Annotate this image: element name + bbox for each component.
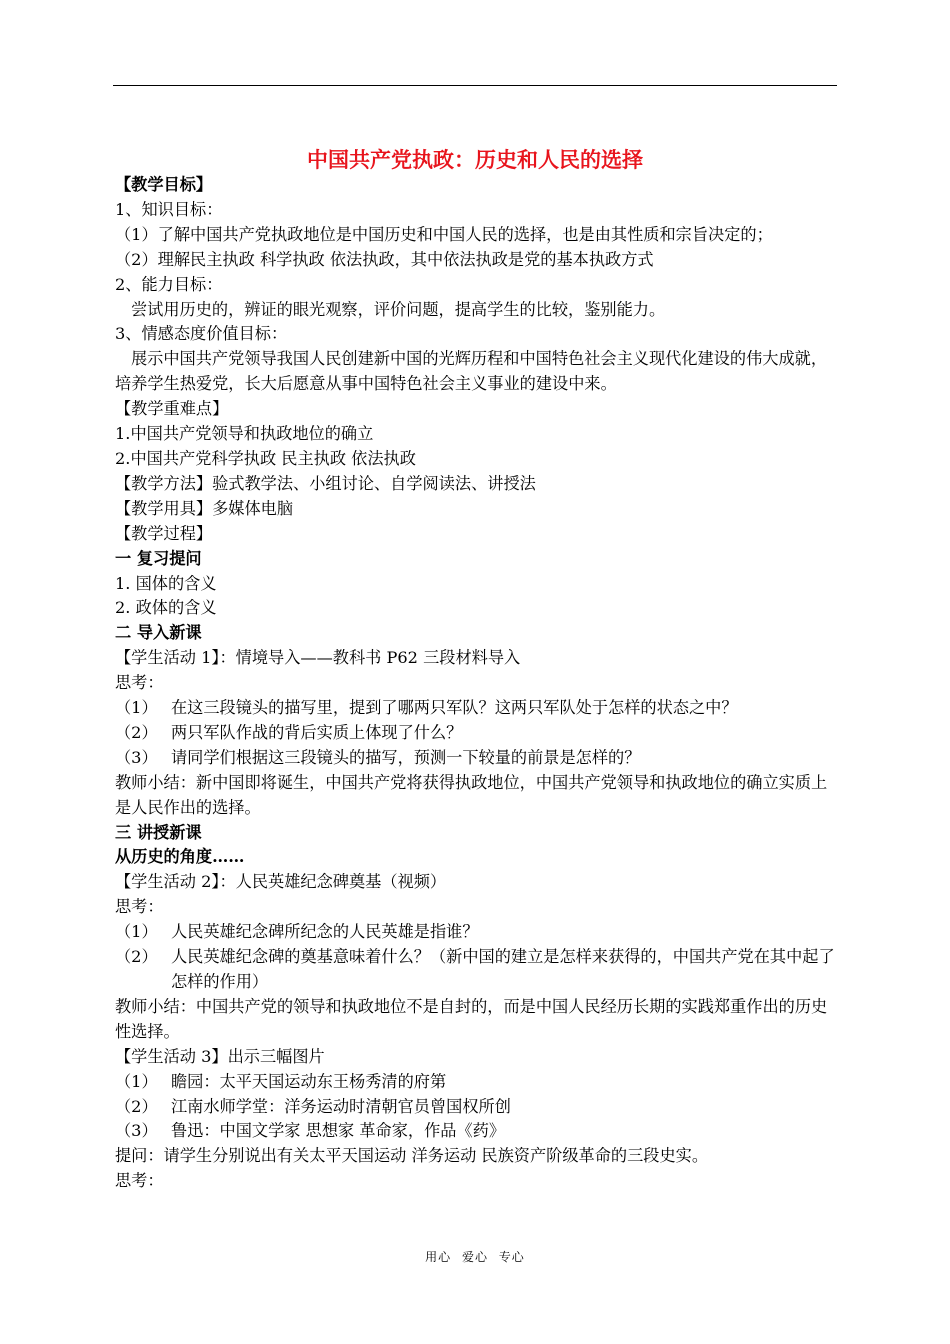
picture-caption: 瞻园：太平天国运动东王杨秀清的府第	[171, 1071, 447, 1091]
header-rule	[113, 85, 837, 86]
question-item	[115, 746, 837, 771]
section-heading-objectives: 【教学目标】	[115, 175, 213, 194]
question-item	[115, 721, 837, 746]
question-number: （3）	[115, 747, 158, 767]
teacher-summary-2: 教师小结：中国共产党的领导和执政地位不是自封的，而是中国人民经历长期的实践郑重作出的历史性选择。	[115, 996, 828, 1041]
part-two-heading: 二 导入新课	[115, 623, 202, 643]
picture-caption: 江南水师学堂：洋务运动时清朝官员曾国权所创	[171, 1096, 511, 1116]
teaching-tools: 【教学用具】多媒体电脑	[115, 498, 294, 518]
section-heading-process: 【教学过程】	[115, 523, 213, 543]
picture-item	[115, 1070, 837, 1095]
think-label-3: 思考：	[115, 1171, 164, 1191]
question-item	[115, 920, 837, 945]
picture-item	[115, 1095, 837, 1120]
ability-objective-text: 尝试用历史的，辨证的眼光观察，评价问题，提高学生的比较，鉴别能力。	[131, 299, 666, 319]
student-activity-1: 【学生活动 1】：情境导入——教科书 P62 三段材料导入	[115, 648, 521, 668]
picture-number: （3）	[115, 1121, 158, 1141]
document-body	[115, 173, 837, 1194]
question-number: （1）	[115, 922, 158, 942]
think-label-2: 思考：	[115, 897, 164, 917]
question-text: 请同学们根据这三段镜头的描写，预测一下较量的前景是怎样的？	[171, 747, 641, 767]
knowledge-objective-heading: 1、知识目标：	[115, 199, 223, 219]
key-point-1: 1.中国共产党领导和执政地位的确立	[115, 424, 374, 444]
teacher-summary-1: 教师小结：新中国即将诞生，中国共产党将获得执政地位，中国共产党领导和执政地位的确立实质上是人民作出的选择。	[115, 772, 828, 817]
document-title: 中国共产党执政：历史和人民的选择	[307, 147, 643, 172]
question-number: （1）	[115, 698, 158, 718]
part-three-heading: 三 讲授新课	[115, 822, 202, 842]
question-prompt: 提问：请学生分别说出有关太平天国运动 洋务运动 民族资产阶级革命的三段史实。	[115, 1146, 709, 1166]
question-text: 两只军队作战的背后实质上体现了什么？	[171, 722, 463, 742]
emotion-objective-heading: 3、情感态度价值目标：	[115, 324, 288, 344]
student-activity-3: 【学生活动 3】出示三幅图片	[115, 1046, 325, 1066]
picture-number: （2）	[115, 1096, 158, 1116]
section-heading-key-points: 【教学重难点】	[115, 399, 229, 419]
think-label-1: 思考：	[115, 673, 164, 693]
question-number: （2）	[115, 722, 158, 742]
ability-objective-heading: 2、能力目标：	[115, 274, 223, 294]
question-text: 人民英雄纪念碑的奠基意味着什么？（新中国的建立是怎样来获得的，中国共产党在其中起了怎样的作用）	[171, 947, 835, 991]
emotion-objective-text: 展示中国共产党领导我国人民创建新中国的光辉历程和中国特色社会主义现代化建设的伟大成就，培养学生热爱党，长大后愿意从事中国特色社会主义事业的建设中来。	[115, 349, 828, 394]
knowledge-objective-2: （2）理解民主执政 科学执政 依法执政，其中依法执政是党的基本执政方式	[115, 249, 654, 269]
question-text: 人民英雄纪念碑所纪念的人民英雄是指谁？	[171, 922, 479, 942]
student-activity-2: 【学生活动 2】：人民英雄纪念碑奠基（视频）	[115, 872, 447, 892]
review-item-2: 2. 政体的含义	[115, 598, 217, 618]
question-number: （2）	[115, 947, 158, 967]
picture-caption: 鲁迅：中国文学家 思想家 革命家，作品《药》	[171, 1121, 506, 1141]
key-point-2: 2.中国共产党科学执政 民主执政 依法执政	[115, 448, 416, 468]
picture-number: （1）	[115, 1071, 158, 1091]
question-text: 在这三段镜头的描写里，提到了哪两只军队？这两只军队处于怎样的状态之中？	[171, 698, 738, 718]
review-item-1: 1. 国体的含义	[115, 573, 217, 593]
picture-item	[115, 1119, 837, 1144]
part-one-heading: 一 复习提问	[115, 548, 202, 568]
question-item	[115, 945, 837, 995]
page-footer: 用心 爱心 专心	[425, 1250, 525, 1264]
knowledge-objective-1: （1）了解中国共产党执政地位是中国历史和中国人民的选择，也是由其性质和宗旨决定的；	[115, 224, 773, 244]
history-angle-heading: 从历史的角度……	[115, 847, 245, 867]
teaching-methods: 【教学方法】验式教学法、小组讨论、自学阅读法、讲授法	[115, 473, 536, 493]
question-item	[115, 696, 837, 721]
